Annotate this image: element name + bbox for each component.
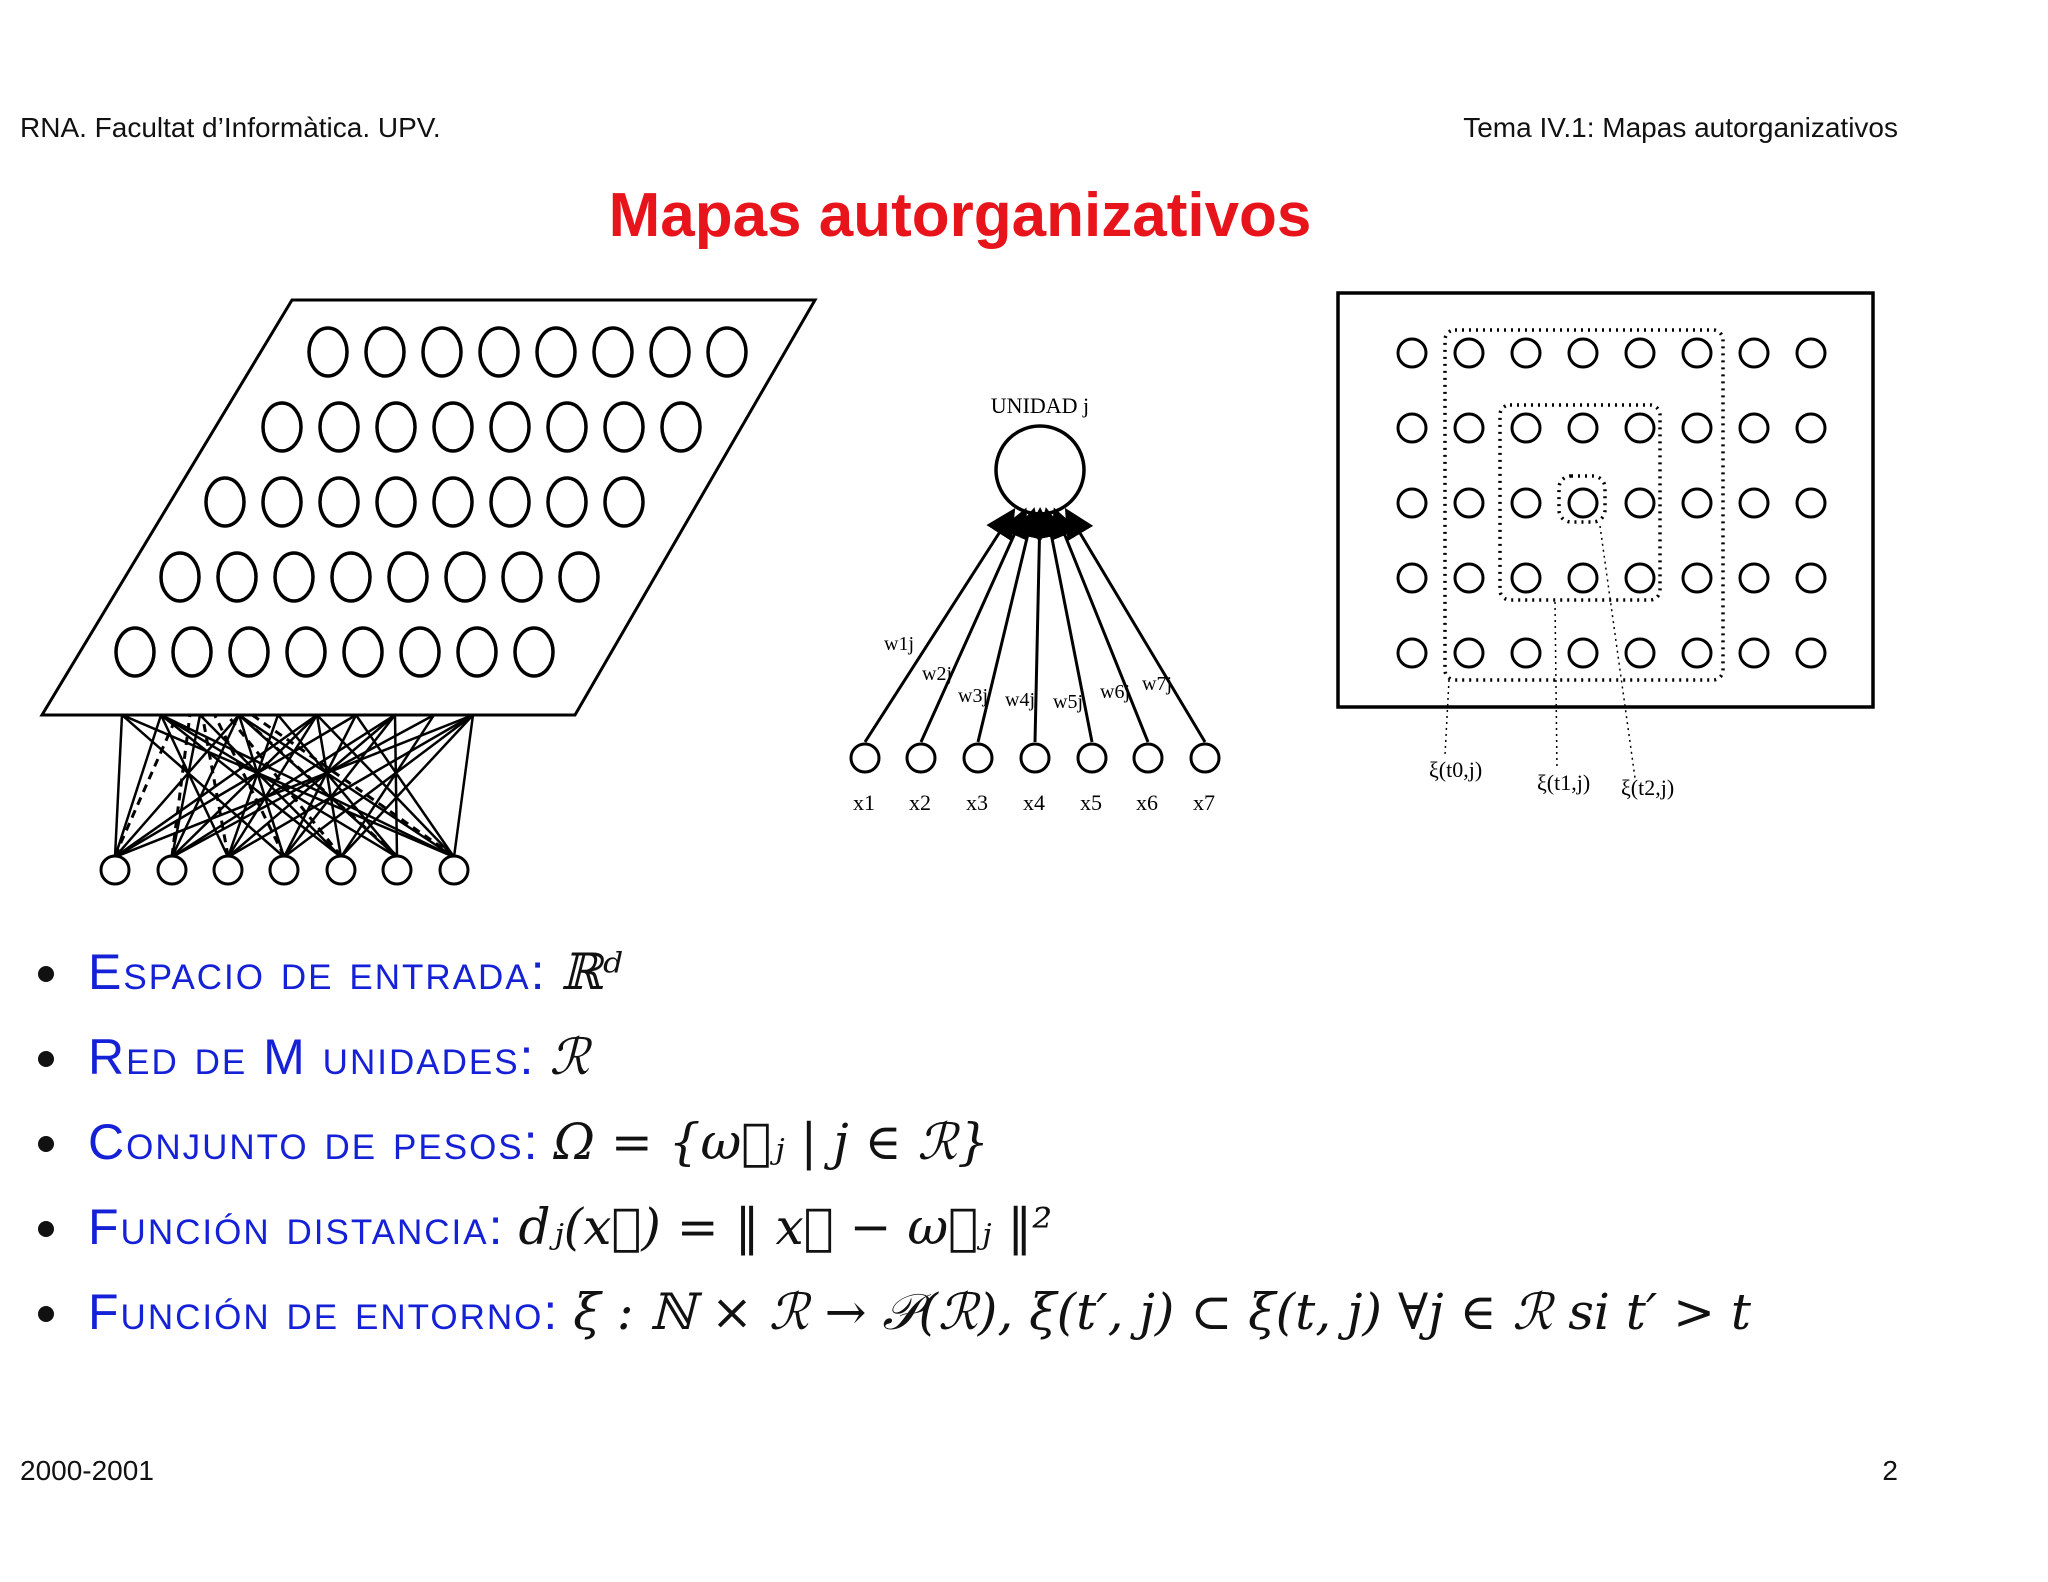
input-node — [101, 856, 129, 884]
map-unit — [366, 328, 404, 376]
header-course: RNA. Facultat d’Informàtica. UPV. — [20, 112, 441, 143]
input-node — [907, 744, 935, 772]
input-label: x7 — [1193, 790, 1215, 815]
neighborhood-grid-diagram — [1335, 290, 1895, 830]
bullet-math: ℛ — [549, 1028, 590, 1086]
definitions-list — [30, 930, 1751, 1355]
map-unit — [218, 553, 256, 601]
map-unit — [320, 478, 358, 526]
grid-unit — [1740, 339, 1768, 367]
page-title: Mapas autorganizativos — [608, 181, 1312, 250]
map-unit — [377, 403, 415, 451]
grid-unit — [1626, 564, 1654, 592]
map-unit — [480, 328, 518, 376]
grid-unit — [1398, 339, 1426, 367]
grid-unit — [1797, 414, 1825, 442]
grid-unit — [1398, 639, 1426, 667]
header-topic: Tema IV.1: Mapas autorganizativos — [1463, 112, 1898, 143]
map-unit — [446, 553, 484, 601]
map-unit — [605, 403, 643, 451]
weight-label: w7j — [1142, 673, 1172, 695]
grid-unit — [1797, 339, 1825, 367]
input-node — [327, 856, 355, 884]
weight-label: w6j — [1100, 681, 1130, 703]
input-node — [1191, 744, 1219, 772]
grid-unit — [1683, 564, 1711, 592]
bullet-term: Función de entorno: — [88, 1284, 560, 1340]
input-node — [383, 856, 411, 884]
input-connection — [228, 715, 473, 857]
map-unit — [309, 328, 347, 376]
map-unit — [434, 403, 472, 451]
map-unit — [548, 403, 586, 451]
list-item — [30, 1015, 1751, 1100]
map-unit — [503, 553, 541, 601]
list-item — [30, 930, 1751, 1015]
map-unit — [594, 328, 632, 376]
map-unit — [491, 403, 529, 451]
map-unit — [537, 328, 575, 376]
map-unit — [423, 328, 461, 376]
weight-label: w3j — [958, 685, 988, 707]
weight-arrow — [1068, 513, 1205, 742]
input-node — [964, 744, 992, 772]
map-unit — [161, 553, 199, 601]
map-unit — [263, 403, 301, 451]
map-unit — [434, 478, 472, 526]
grid-unit — [1740, 414, 1768, 442]
grid-unit — [1455, 639, 1483, 667]
bullet-math: ℝᵈ — [560, 943, 623, 1001]
map-unit — [263, 478, 301, 526]
neighborhood-label-t1: ξ(t1,j) — [1537, 770, 1591, 795]
grid-unit — [1569, 639, 1597, 667]
grid-unit — [1797, 564, 1825, 592]
weight-label: w2j — [922, 663, 952, 685]
grid-unit — [1626, 339, 1654, 367]
grid-unit — [1455, 564, 1483, 592]
grid-unit — [1797, 489, 1825, 517]
grid-unit — [1797, 639, 1825, 667]
input-node — [270, 856, 298, 884]
grid-unit — [1683, 489, 1711, 517]
bullet-dot — [38, 1221, 54, 1237]
neighborhood-label-t2: ξ(t2,j) — [1621, 775, 1675, 800]
page-number: 2 — [1882, 1455, 1898, 1486]
input-label: x3 — [966, 790, 988, 815]
bullet-math: ξ : ℕ × ℛ → 𝒫(ℛ), ξ(t′, j) ⊂ ξ(t, j) ∀j ∈ ℛ si t′ > t — [573, 1283, 1751, 1341]
grid-unit — [1740, 639, 1768, 667]
map-unit — [662, 403, 700, 451]
neighborhood-label-t0: ξ(t0,j) — [1429, 757, 1483, 782]
map-unit — [332, 553, 370, 601]
input-label: x5 — [1080, 790, 1102, 815]
som-network-diagram — [30, 290, 830, 900]
grid-unit — [1512, 414, 1540, 442]
map-unit — [515, 628, 553, 676]
grid-unit — [1683, 339, 1711, 367]
input-label: x1 — [853, 790, 875, 815]
input-label: x2 — [909, 790, 931, 815]
list-item — [30, 1185, 1751, 1270]
list-item — [30, 1100, 1751, 1185]
input-label: x6 — [1136, 790, 1158, 815]
map-unit — [116, 628, 154, 676]
weight-label: w5j — [1053, 691, 1083, 713]
input-node — [851, 744, 879, 772]
list-item — [30, 1270, 1751, 1355]
unit-weights-diagram — [840, 380, 1260, 840]
input-connection — [454, 715, 473, 857]
grid-unit — [1569, 414, 1597, 442]
map-unit — [548, 478, 586, 526]
map-unit — [377, 478, 415, 526]
grid-unit — [1455, 414, 1483, 442]
grid-unit — [1455, 489, 1483, 517]
map-unit — [560, 553, 598, 601]
map-unit — [491, 478, 529, 526]
unit-label: UNIDAD j — [990, 393, 1090, 418]
grid-unit — [1569, 564, 1597, 592]
map-unit — [458, 628, 496, 676]
bullet-math: dⱼ(x⃗) = ‖ x⃗ − ω⃗ⱼ ‖² — [518, 1198, 1053, 1256]
bullet-term: Espacio de entrada: — [88, 944, 547, 1000]
footer-year: 2000-2001 — [20, 1455, 154, 1486]
input-node — [1021, 744, 1049, 772]
grid-unit — [1455, 339, 1483, 367]
grid-unit — [1683, 414, 1711, 442]
map-unit — [344, 628, 382, 676]
grid-unit — [1512, 564, 1540, 592]
grid-unit — [1740, 564, 1768, 592]
grid-unit — [1626, 489, 1654, 517]
weight-label: w4j — [1005, 689, 1035, 711]
map-unit — [206, 478, 244, 526]
input-node — [1078, 744, 1106, 772]
bullet-math: Ω = {ω⃗ⱼ | j ∈ ℛ} — [553, 1113, 990, 1171]
grid-unit — [1626, 414, 1654, 442]
grid-unit — [1569, 489, 1597, 517]
bullet-term: Red de M unidades: — [88, 1029, 536, 1085]
map-unit — [651, 328, 689, 376]
map-unit — [605, 478, 643, 526]
grid-unit — [1398, 489, 1426, 517]
input-label: x4 — [1023, 790, 1045, 815]
weight-arrow — [865, 513, 1012, 742]
bullet-term: Conjunto de pesos: — [88, 1114, 540, 1170]
weight-label: w1j — [884, 633, 914, 655]
grid-unit — [1398, 564, 1426, 592]
map-unit — [275, 553, 313, 601]
map-unit — [708, 328, 746, 376]
grid-unit — [1740, 489, 1768, 517]
map-unit — [173, 628, 211, 676]
input-node — [1134, 744, 1162, 772]
input-node — [440, 856, 468, 884]
grid-unit — [1569, 339, 1597, 367]
map-unit — [320, 403, 358, 451]
grid-unit — [1626, 639, 1654, 667]
bullet-dot — [38, 1306, 54, 1322]
map-unit — [401, 628, 439, 676]
grid-unit — [1398, 414, 1426, 442]
grid-unit — [1683, 639, 1711, 667]
unit-j-neuron — [996, 426, 1084, 514]
weight-arrow — [1035, 513, 1040, 742]
input-node — [214, 856, 242, 884]
input-node — [158, 856, 186, 884]
bullet-dot — [38, 1136, 54, 1152]
map-unit — [287, 628, 325, 676]
bullet-dot — [38, 966, 54, 982]
grid-unit — [1512, 639, 1540, 667]
grid-unit — [1512, 489, 1540, 517]
bullet-dot — [38, 1051, 54, 1067]
grid-unit — [1512, 339, 1540, 367]
bullet-term: Función distancia: — [88, 1199, 505, 1255]
map-unit — [230, 628, 268, 676]
map-unit — [389, 553, 427, 601]
